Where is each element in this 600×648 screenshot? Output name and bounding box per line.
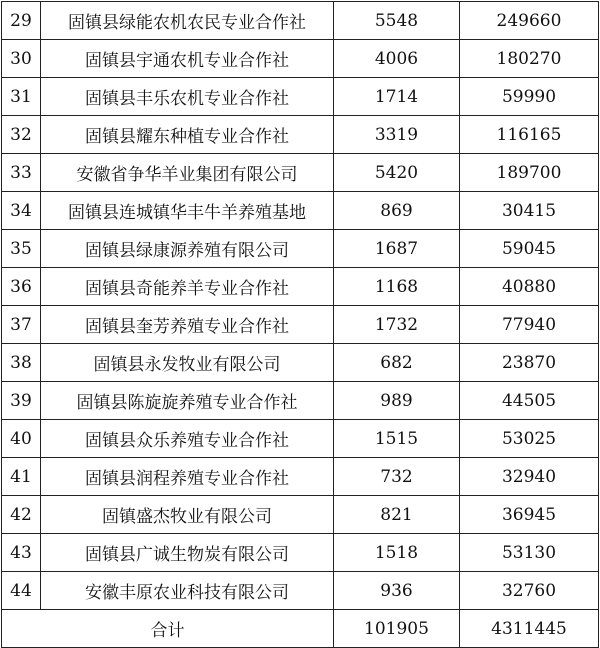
total-amount-cell: 4311445 [460,610,599,648]
count-cell: 1515 [334,420,460,458]
row-number-cell: 33 [2,154,41,192]
table-row [2,116,599,154]
table-row [2,2,599,40]
table-row [2,420,599,458]
row-number-cell: 42 [2,496,41,534]
amount-cell: 23870 [460,344,599,382]
total-count-cell: 101905 [334,610,460,648]
table-row [2,268,599,306]
company-name-cell: 固镇县永发牧业有限公司 [41,344,334,382]
count-cell: 936 [334,572,460,610]
count-cell: 4006 [334,40,460,78]
amount-cell: 32940 [460,458,599,496]
amount-cell: 77940 [460,306,599,344]
row-number-cell: 34 [2,192,41,230]
table-row [2,40,599,78]
amount-cell: 116165 [460,116,599,154]
row-number-cell: 30 [2,40,41,78]
amount-cell: 249660 [460,2,599,40]
table-row [2,154,599,192]
count-cell: 732 [334,458,460,496]
amount-cell: 53130 [460,534,599,572]
row-number-cell: 37 [2,306,41,344]
count-cell: 1714 [334,78,460,116]
amount-cell: 36945 [460,496,599,534]
count-cell: 5420 [334,154,460,192]
company-name-cell: 安徽省争华羊业集团有限公司 [41,154,334,192]
row-number-cell: 36 [2,268,41,306]
table-row [2,78,599,116]
amount-cell: 59045 [460,230,599,268]
count-cell: 1687 [334,230,460,268]
company-name-cell: 固镇县奇能养羊专业合作社 [41,268,334,306]
company-name-cell: 固镇县奎芳养殖专业合作社 [41,306,334,344]
company-name-cell: 固镇县广诚生物炭有限公司 [41,534,334,572]
row-number-cell: 35 [2,230,41,268]
company-name-cell: 固镇县丰乐农机专业合作社 [41,78,334,116]
data-table [1,1,599,648]
company-name-cell: 固镇县绿能农机农民专业合作社 [41,2,334,40]
row-number-cell: 31 [2,78,41,116]
row-number-cell: 32 [2,116,41,154]
count-cell: 869 [334,192,460,230]
count-cell: 989 [334,382,460,420]
company-name-cell: 固镇县宇通农机专业合作社 [41,40,334,78]
count-cell: 1732 [334,306,460,344]
total-label-cell: 合计 [2,610,334,648]
row-number-cell: 43 [2,534,41,572]
amount-cell: 53025 [460,420,599,458]
amount-cell: 189700 [460,154,599,192]
table-row [2,496,599,534]
table-row [2,572,599,610]
count-cell: 1168 [334,268,460,306]
row-number-cell: 44 [2,572,41,610]
company-name-cell: 固镇县耀东种植专业合作社 [41,116,334,154]
table-body [2,2,599,648]
count-cell: 821 [334,496,460,534]
count-cell: 3319 [334,116,460,154]
company-name-cell: 安徽丰原农业科技有限公司 [41,572,334,610]
count-cell: 682 [334,344,460,382]
table-row [2,192,599,230]
table-row [2,344,599,382]
count-cell: 5548 [334,2,460,40]
table-row [2,230,599,268]
company-name-cell: 固镇县润程养殖专业合作社 [41,458,334,496]
row-number-cell: 29 [2,2,41,40]
table-row [2,534,599,572]
company-name-cell: 固镇县连城镇华丰牛羊养殖基地 [41,192,334,230]
company-name-cell: 固镇县陈旋旋养殖专业合作社 [41,382,334,420]
row-number-cell: 39 [2,382,41,420]
row-number-cell: 40 [2,420,41,458]
company-name-cell: 固镇盛杰牧业有限公司 [41,496,334,534]
company-name-cell: 固镇县绿康源养殖有限公司 [41,230,334,268]
amount-cell: 30415 [460,192,599,230]
company-name-cell: 固镇县众乐养殖专业合作社 [41,420,334,458]
amount-cell: 180270 [460,40,599,78]
row-number-cell: 41 [2,458,41,496]
row-number-cell: 38 [2,344,41,382]
amount-cell: 32760 [460,572,599,610]
amount-cell: 44505 [460,382,599,420]
amount-cell: 59990 [460,78,599,116]
table-row [2,306,599,344]
amount-cell: 40880 [460,268,599,306]
table-row [2,382,599,420]
count-cell: 1518 [334,534,460,572]
table-row [2,458,599,496]
